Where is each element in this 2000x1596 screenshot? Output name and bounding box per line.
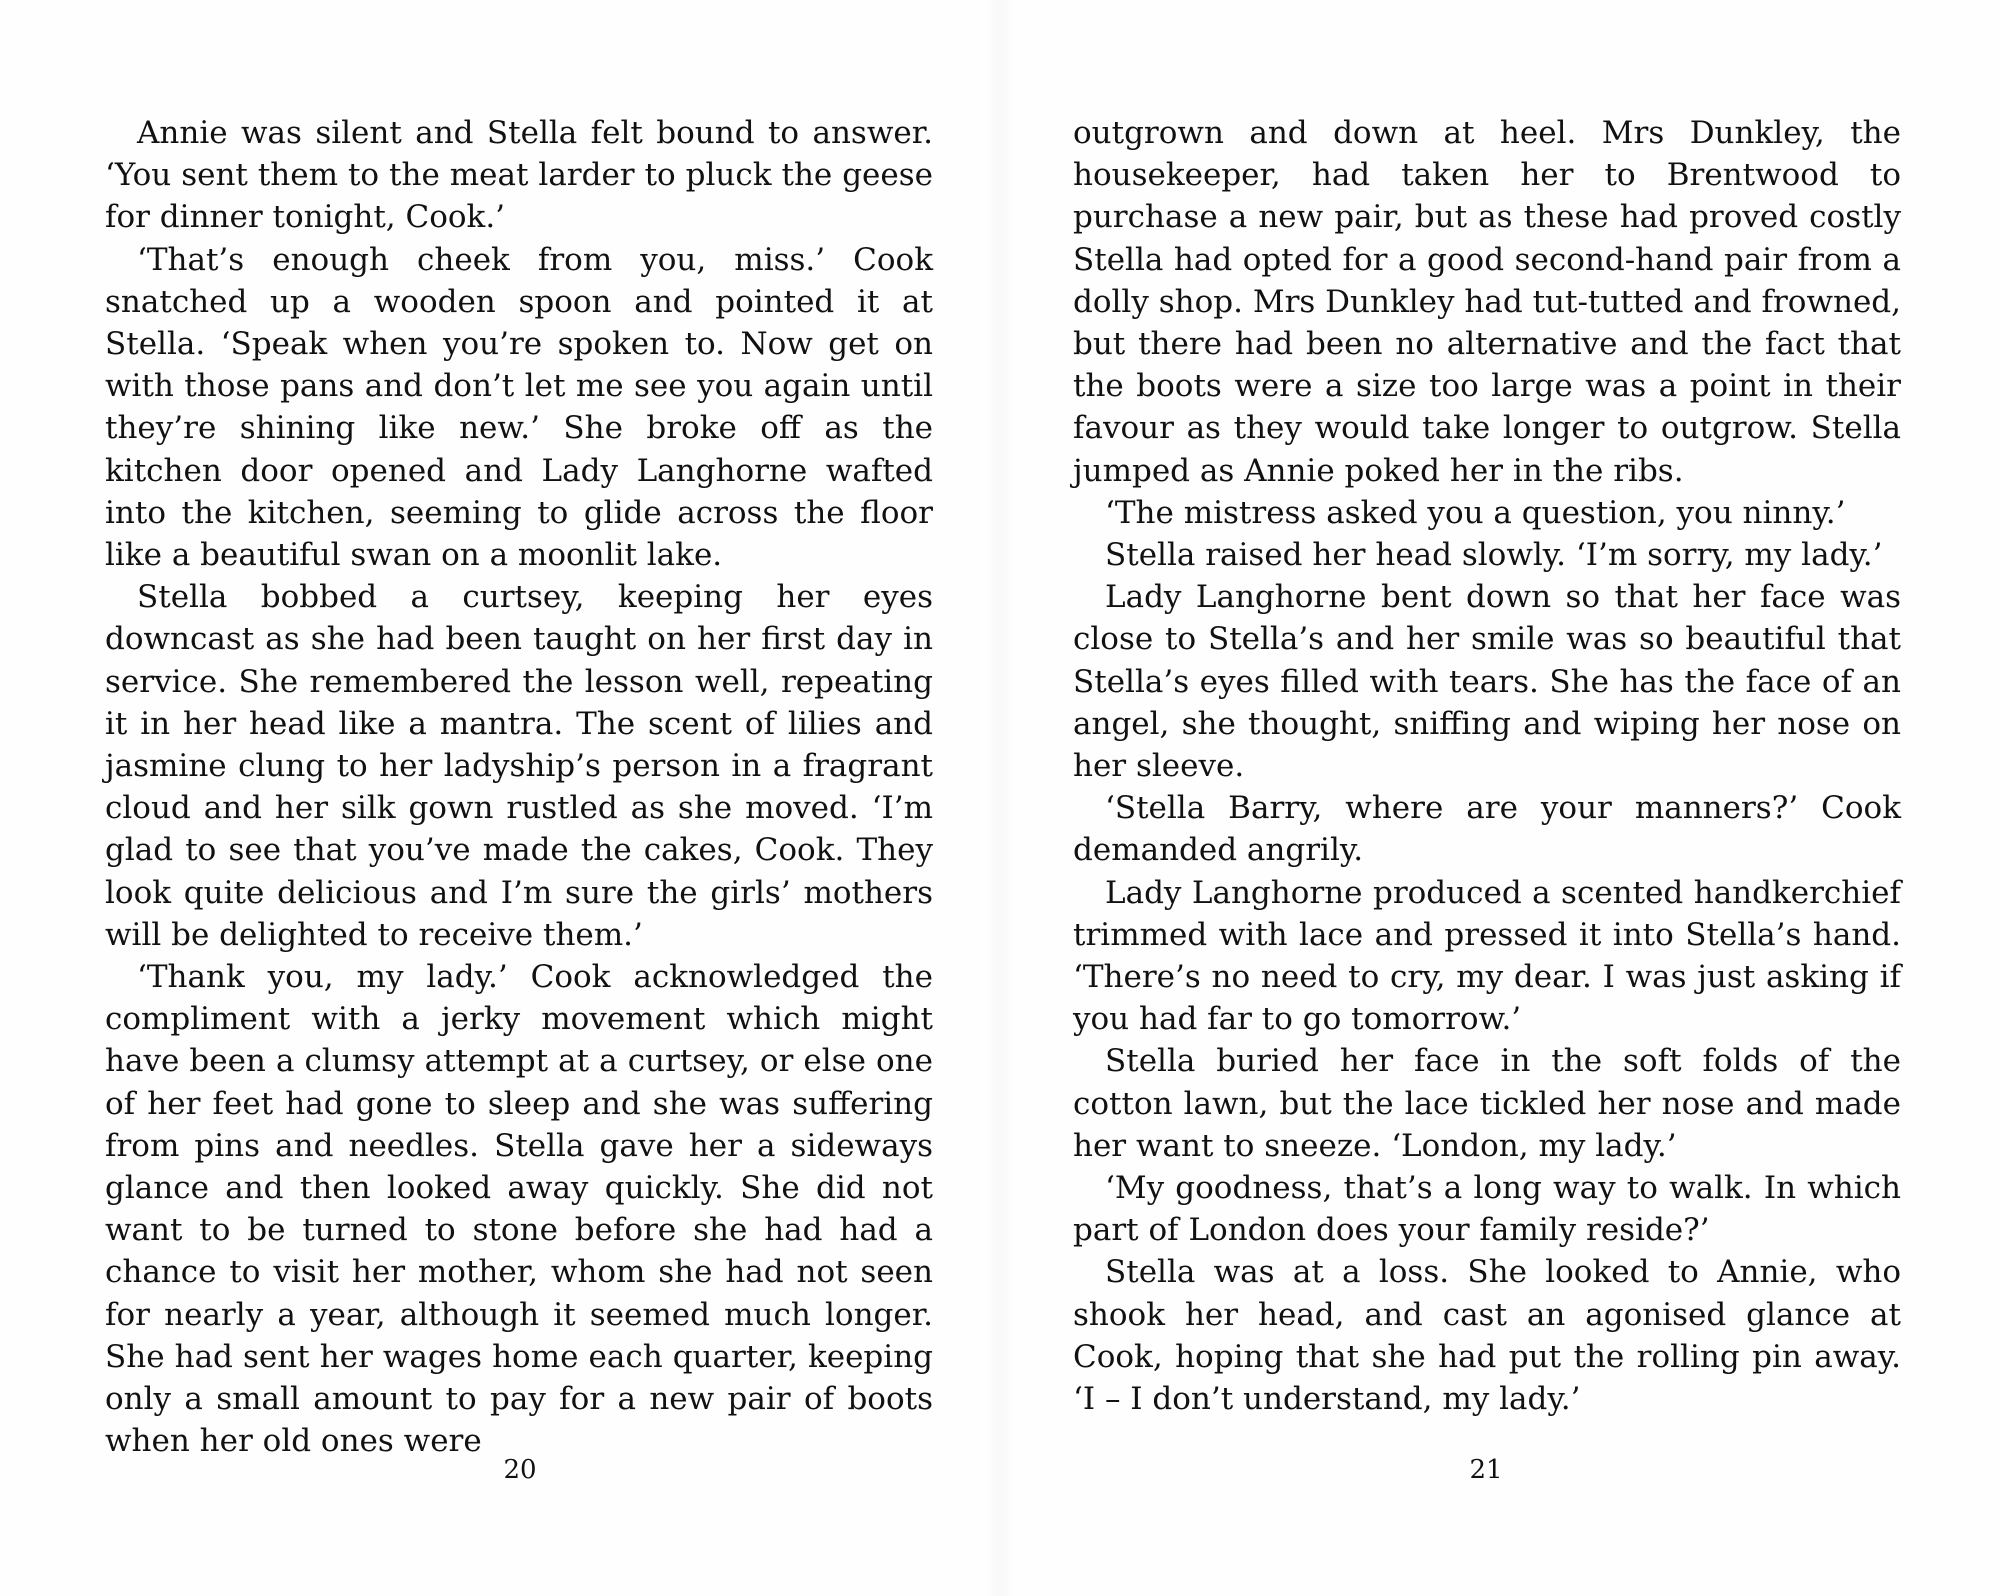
- right-paragraph-5: ‘Stella Barry, where are your manners?’ Cook demanded angrily.: [1073, 790, 1901, 869]
- left-paragraph-1: Annie was silent and Stella felt bound to answer. ‘You sent them to the meat larder to pluck the geese for dinner tonight, Cook.’: [105, 115, 933, 236]
- right-paragraph-2: ‘The mistress asked you a question, you ninny.’: [1105, 494, 1846, 531]
- right-paragraph-7: Stella buried her face in the soft folds of the cotton lawn, but the lace tickled her nose and made her want to sneeze. ‘London, my lady.’: [1073, 1043, 1901, 1164]
- right-paragraph-9: Stella was at a loss. She looked to Annie, who shook her head, and cast an agonised glance at Cook, hoping that she had put the rolling pin away. ‘I – I don’t understand, my lady.’: [1073, 1254, 1901, 1418]
- right-paragraph-8: ‘My goodness, that’s a long way to walk. In which part of London does your family reside?’: [1073, 1170, 1901, 1249]
- left-paragraph-2: ‘That’s enough cheek from you, miss.’ Cook snatched up a wooden spoon and pointed it at Stella. ‘Speak when you’re spoken to. Now get on with those pans and don’t let me see you again until they’re shining like new.’ She broke off as the kitchen door opened and Lady Langhorne wafted into the kitchen, seeming to glide across the floor like a beautiful swan on a moonlit lake.: [105, 241, 933, 574]
- right-paragraph-6: Lady Langhorne produced a scented handkerchief trimmed with lace and pressed it into Stella’s hand. ‘There’s no need to cry, my dear. I was just asking if you had far to go tomorrow.’: [1073, 874, 1901, 1038]
- left-paragraph-3: Stella bobbed a curtsey, keeping her eyes downcast as she had been taught on her first day in service. She remembered the lesson well, repeating it in her head like a mantra. The scent of lilies and jasmine clung to her ladyship’s person in a fragrant cloud and her silk gown rustled as she moved. ‘I’m glad to see that you’ve made the cakes, Cook. They look quite delicious and I’m sure the girls’ mothers will be delighted to receive them.’: [105, 579, 933, 953]
- left-paragraph-4: ‘Thank you, my lady.’ Cook acknowledged the compliment with a jerky movement which might have been a clumsy attempt at a curtsey, or else one of her feet had gone to sleep and she was suffering from pins and needles. Stella gave her a sideways glance and then looked away quickly. She did not want to be turned to stone before she had had a chance to visit her mother, whom she had not seen for nearly a year, although it seemed much longer. She had sent her wages home each quarter, keeping only a small amount to pay for a new pair of boots when her old ones were: [105, 959, 933, 1460]
- page-number-left: 20: [503, 1455, 537, 1485]
- page-number-right: 21: [1469, 1455, 1503, 1485]
- right-paragraph-1: outgrown and down at heel. Mrs Dunkley, the housekeeper, had taken her to Brentwood to purchase a new pair, but as these had proved costly Stella had opted for a good second-hand pair from a dolly shop. Mrs Dunkley had tut-tutted and frowned, but there had been no alternative and the fact that the boots were a size too large was a point in their favour as they would take longer to outgrow. Stella jumped as Annie poked her in the ribs.: [1073, 115, 1901, 489]
- right-paragraph-4: Lady Langhorne bent down so that her face was close to Stella’s and her smile was so beautiful that Stella’s eyes filled with tears. She has the face of an angel, she thought, sniffing and wiping her nose on her sleeve.: [1073, 579, 1901, 785]
- right-page: [1073, 112, 1901, 1420]
- right-paragraph-3: Stella raised her head slowly. ‘I’m sorry, my lady.’: [1105, 537, 1883, 574]
- left-page: [105, 112, 933, 1463]
- gutter: [985, 0, 1015, 1596]
